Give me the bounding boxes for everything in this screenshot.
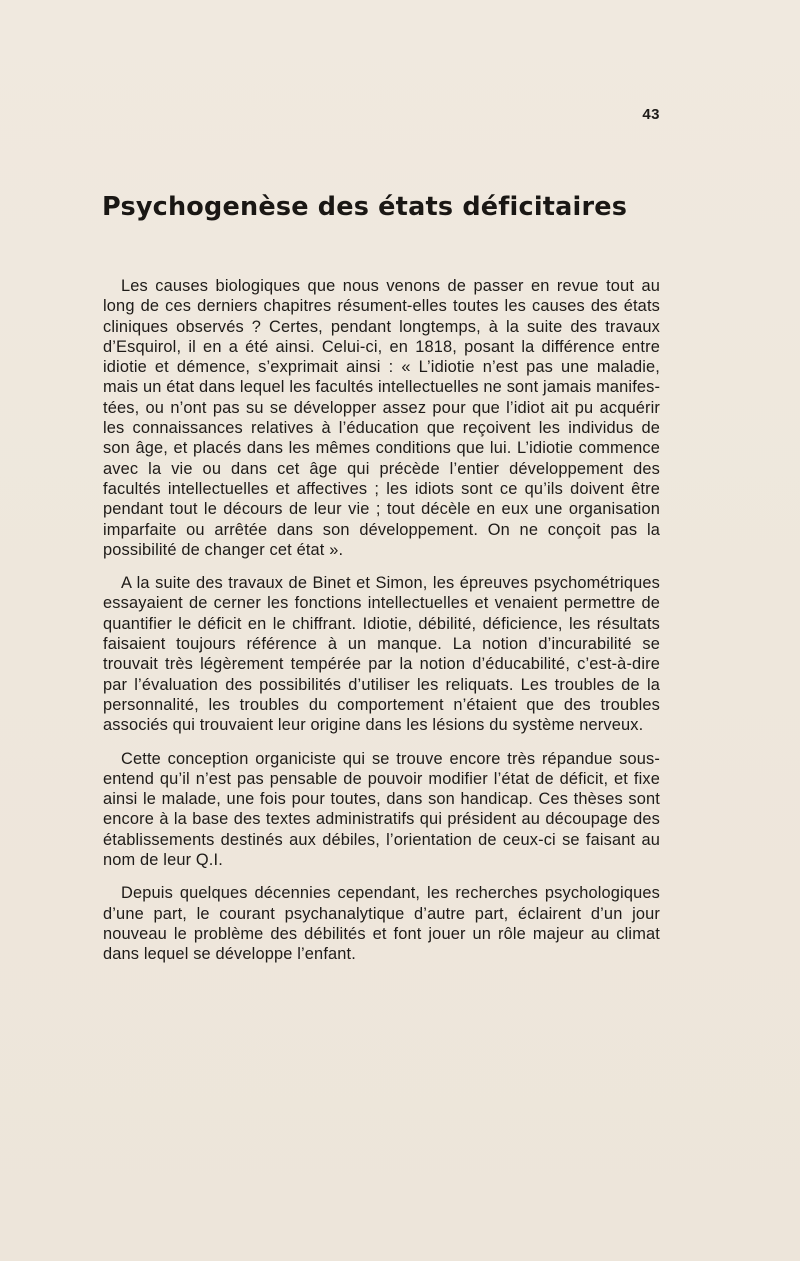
chapter-title: Psychogenèse des états déficitaires [102,192,628,222]
paragraph-1: Les causes biologiques que nous venons de passer en revue tout au long de ces derniers chapitres résument-elles toutes les causes des états cliniques observés ? Certes, pendant longtemps, à la suite des travaux d’Esquirol, il en a été ainsi. Celui-ci, en 1818, posant la différence entre idiotie et démence, s’exprimait ainsi : « L’idiotie n’est pas une maladie, mais un état dans lequel les facultés intellectuelles ne sont jamais manifestées, ou n’ont pas su se développer assez pour que l’idiot ait pu acquérir les connaissances relatives à l’éducation que reçoivent les individus de son âge, et placés dans les mêmes conditions que lui. L’idiotie commence avec la vie ou dans cet âge qui précède l’entier développement des facultés intellectuelles et affectives ; les idiots sont ce qu’ils doivent être pendant tout le décours de leur vie ; tout décèle en eux une organisation imparfaite ou arrêtée dans son développement. On ne conçoit pas la possibilité de changer cet état ». [103,277,660,559]
paragraph-3: Cette conception organiciste qui se trouve encore très répandue sous-entend qu’il n’est pas pensable de pouvoir modifier l’état de déficit, et fixe ainsi le malade, une fois pour toutes, dans son handicap. Ces thèses sont encore à la base des textes administratifs qui président au découpage des établissements destinés aux débiles, l’orientation de ceux-ci se faisant au nom de leur Q.I. [103,749,660,870]
paragraph-2: A la suite des travaux de Binet et Simon, les épreuves psychométriques essayaient de cerner les fonctions intellectuelles et venaient permettre de quantifier le déficit en le chiffrant. Idiotie, débilité, déficience, les résultats faisaient toujours référence à un manque. La notion d’incurabilité se trouvait très légèrement tempérée par la notion d’éducabilité, c’est-à-dire par l’évaluation des possibilités d’utiliser les reliquats. Les troubles de la personnalité, les troubles du comportement n’étaient que des troubles associés qui trouvaient leur origine dans les lésions du système nerveux. [103,574,660,735]
body-text [103,276,660,978]
paragraph-4: Depuis quelques décennies cependant, les recherches psychologiques d’une part, le courant psychanalytique d’autre part, éclairent d’un jour nouveau le problème des débilités et font jouer un rôle majeur au climat dans lequel se développe l’enfant. [103,884,660,964]
page-number: 43 [642,106,660,123]
